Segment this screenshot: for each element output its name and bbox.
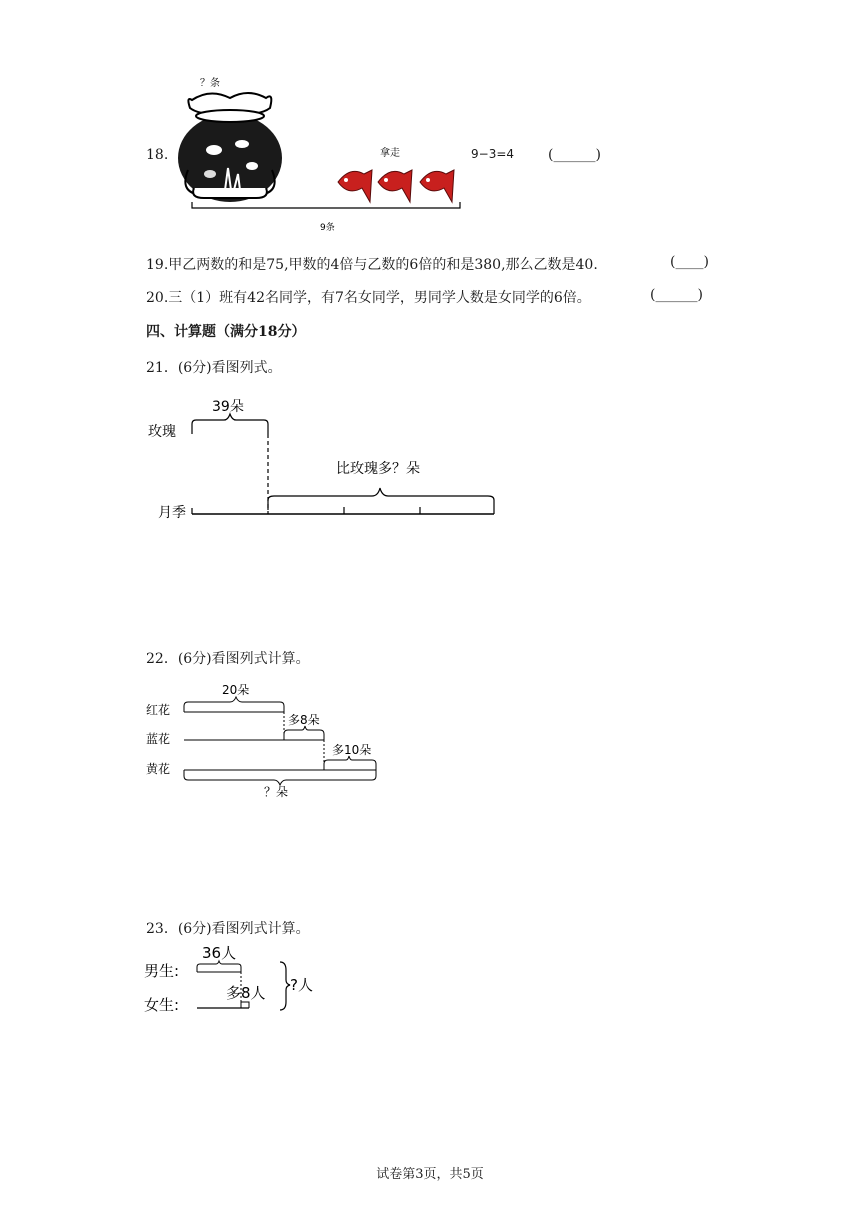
q21-brace-label: 比玫瑰多？朵 bbox=[336, 461, 420, 477]
q18-total-brace bbox=[192, 202, 460, 208]
page-footer: 试卷第3页，共5页 bbox=[376, 1167, 484, 1182]
q22-total-label: ？朵 bbox=[264, 785, 289, 799]
q19-text: 19.甲乙两数的和是75,甲数的4倍与乙数的6倍的和是380,那么乙数是40. bbox=[146, 257, 598, 273]
q23-top-label: 36人 bbox=[202, 944, 237, 962]
section-4-title: 四、计算题（满分18分） bbox=[146, 324, 306, 340]
q21-prompt: 21．(6分)看图列式。 bbox=[146, 360, 282, 376]
q18-answer-blank: (______) bbox=[548, 147, 601, 163]
q18-total-label: 9条 bbox=[320, 223, 335, 233]
q21-top-label: 39朵 bbox=[212, 399, 244, 415]
q23-total-label: ?人 bbox=[290, 976, 313, 994]
fishbowl-icon bbox=[178, 93, 282, 202]
q18-top-label: ？条 bbox=[200, 78, 220, 89]
q22-red-label: 20朵 bbox=[222, 683, 250, 697]
q22-row-blue: 蓝花 bbox=[146, 732, 171, 746]
q22-row-yellow: 黄花 bbox=[146, 762, 171, 776]
q22-blue-brace bbox=[284, 726, 324, 740]
q22-red-brace bbox=[184, 697, 284, 712]
goldfish-icon-3 bbox=[420, 170, 454, 202]
q19-answer-blank: (____) bbox=[670, 254, 709, 270]
q23-row-boys: 男生: bbox=[144, 962, 180, 980]
q23-boys-brace bbox=[197, 961, 241, 972]
goldfish-icon-2 bbox=[378, 170, 412, 202]
goldfish-icon-1 bbox=[338, 170, 372, 202]
q23-row-girls: 女生: bbox=[144, 996, 180, 1014]
q23-prompt: 23．(6分)看图列式计算。 bbox=[146, 921, 310, 937]
q22-yellow-label: 多10朵 bbox=[332, 743, 372, 757]
q21-row-rose: 玫瑰 bbox=[148, 424, 176, 440]
q18-equation: 9−3=4 bbox=[471, 147, 515, 161]
q23-total-brace bbox=[280, 962, 290, 1010]
q23-more-label: 多8人 bbox=[226, 984, 266, 1002]
q20-text: 20.三（1）班有42名同学，有7名女同学，男同学人数是女同学的6倍。 bbox=[146, 290, 591, 306]
q22-blue-label: 多8朵 bbox=[288, 713, 320, 727]
q18-taken-label: 拿走 bbox=[380, 148, 400, 159]
q22-total-brace bbox=[184, 770, 376, 785]
q22-diagram bbox=[146, 680, 386, 800]
q18-number: 18. bbox=[146, 147, 169, 163]
q22-yellow-brace bbox=[324, 756, 376, 770]
q21-diagram bbox=[140, 390, 510, 525]
q20-answer-blank: (______) bbox=[650, 287, 703, 303]
q22-row-red: 红花 bbox=[146, 703, 171, 717]
q23-diagram bbox=[140, 940, 340, 1020]
q18-diagram bbox=[170, 70, 480, 240]
q22-prompt: 22．(6分)看图列式计算。 bbox=[146, 651, 310, 667]
q21-rose-brace bbox=[192, 414, 268, 434]
q21-more-brace bbox=[268, 488, 494, 514]
q21-row-chinese-rose: 月季 bbox=[158, 505, 186, 521]
